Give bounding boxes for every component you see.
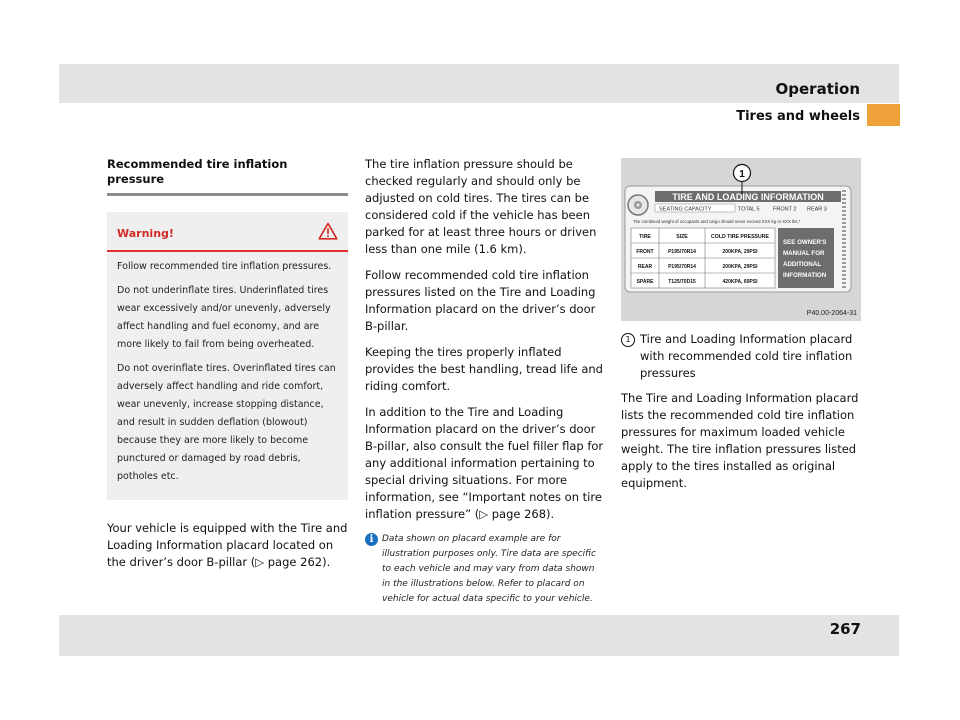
placard-total: TOTAL 5: [738, 206, 760, 213]
table-header-pressure: COLD TIRE PRESSURE: [711, 234, 769, 240]
table-cell: 200KPA, 29PSI: [722, 264, 758, 270]
placard-title: TIRE AND LOADING INFORMATION: [672, 192, 824, 202]
placard-seating-label: SEATING CAPACITY: [659, 206, 712, 213]
manual-note-line: INFORMATION: [783, 272, 827, 279]
column-middle: [365, 156, 605, 607]
callout-marker: [734, 165, 751, 182]
table-cell: 420KPA, 60PSI: [722, 279, 758, 285]
manual-note-line: SEE OWNER'S: [783, 239, 827, 246]
table-header-tire: TIRE: [639, 234, 651, 240]
warning-paragraph: Follow recommended tire inflation pressures.: [117, 261, 332, 272]
manual-note-box: [778, 228, 834, 288]
section-heading: Recommended tire inflation pressure: [107, 157, 348, 196]
callout-text: Tire and Loading Information placard with recommended cold tire inflation pressures: [640, 332, 853, 380]
warning-paragraph: Do not overinflate tires. Overinflated tires can adversely affect handling and ride comfort, wear unevenly, increase stopping distance, and result in sudden deflation (blowout) because they are more likely to become punctured or damaged by road debris, potholes etc.: [117, 363, 336, 482]
info-note-text: Data shown on placard example are for illustration purposes only. Tire data are specific to each vehicle and may vary from data shown in the illustrations below. Refer to placard on vehicle for actual data specific to your vehicle.: [382, 534, 596, 604]
wheel-icon: [628, 195, 648, 215]
callout-number-icon: 1: [621, 333, 635, 347]
column-right: [621, 158, 861, 501]
body-paragraph: Keeping the tires properly inflated provides the best handling, tread life and riding comfort.: [365, 345, 603, 393]
figure-code: P40.00-2064-31: [806, 310, 857, 317]
info-icon: i: [365, 533, 378, 546]
table-cell: P195/70R14: [668, 264, 696, 270]
table-cell: 200KPA, 29PSI: [722, 249, 758, 255]
manual-note-line: MANUAL FOR: [783, 250, 825, 257]
table-header-size: SIZE: [676, 234, 688, 240]
placard-figure: [621, 158, 861, 321]
body-paragraph: Follow recommended cold tire inflation pressures listed on the Tire and Loading Information placard on the driver’s door B-pillar.: [365, 268, 596, 333]
footer-band: [59, 615, 899, 656]
page-number: 267: [829, 620, 861, 638]
body-paragraph: The tire inflation pressure should be checked regularly and should only be adjusted on cold tires. The tires can be considered cold if the vehicle has been parked for at least three hours or driven less than one mile (1.6 km).: [365, 157, 597, 256]
table-cell: P195/70R14: [668, 249, 696, 255]
column-left: [107, 157, 348, 580]
body-paragraph: In addition to the Tire and Loading Information placard on the driver’s door B-pillar, also consult the fuel filler flap for any additional information pertaining to special driving situations. For more information, see “Important notes on tire inflation pressure” (▷ page 268).: [365, 405, 604, 521]
info-note: [365, 532, 605, 607]
warning-header: [107, 212, 348, 252]
placard-front: FRONT 2: [773, 206, 797, 213]
placard-rear: REAR 3: [807, 206, 827, 213]
body-paragraph: Your vehicle is equipped with the Tire and Loading Information placard located on the driver’s door B-pillar (▷ page 262).: [107, 521, 348, 569]
section-tab-marker: [867, 104, 900, 126]
svg-text:1: 1: [739, 169, 745, 180]
warning-label: Warning!: [117, 226, 174, 240]
placard-weight-line: The combined weight of occupants and cargo should never exceed XXX kg or XXX lbs.*: [633, 219, 801, 224]
warning-triangle-icon: [318, 222, 338, 244]
section-title: Operation: [775, 80, 860, 98]
warning-paragraph: Do not underinflate tires. Underinflated tires wear excessively and/or unevenly, adversely affect handling and fuel economy, and are more likely to fail from being overheated.: [117, 285, 331, 350]
callout-description: [621, 331, 861, 382]
manual-note-line: ADDITIONAL: [783, 261, 822, 268]
table-cell: SPARE: [636, 279, 654, 285]
table-cell: T125/70D15: [668, 279, 696, 285]
warning-box: [107, 212, 348, 500]
table-cell: FRONT: [636, 249, 654, 255]
table-cell: REAR: [637, 264, 653, 270]
warning-body: [107, 252, 348, 496]
subsection-title: Tires and wheels: [736, 109, 860, 124]
body-paragraph: The Tire and Loading Information placard lists the recommended cold tire inflation pressures for maximum loaded vehicle weight. The tire inflation pressures listed apply to the tires installed as original equipment.: [621, 391, 859, 490]
header-band: [59, 64, 899, 103]
